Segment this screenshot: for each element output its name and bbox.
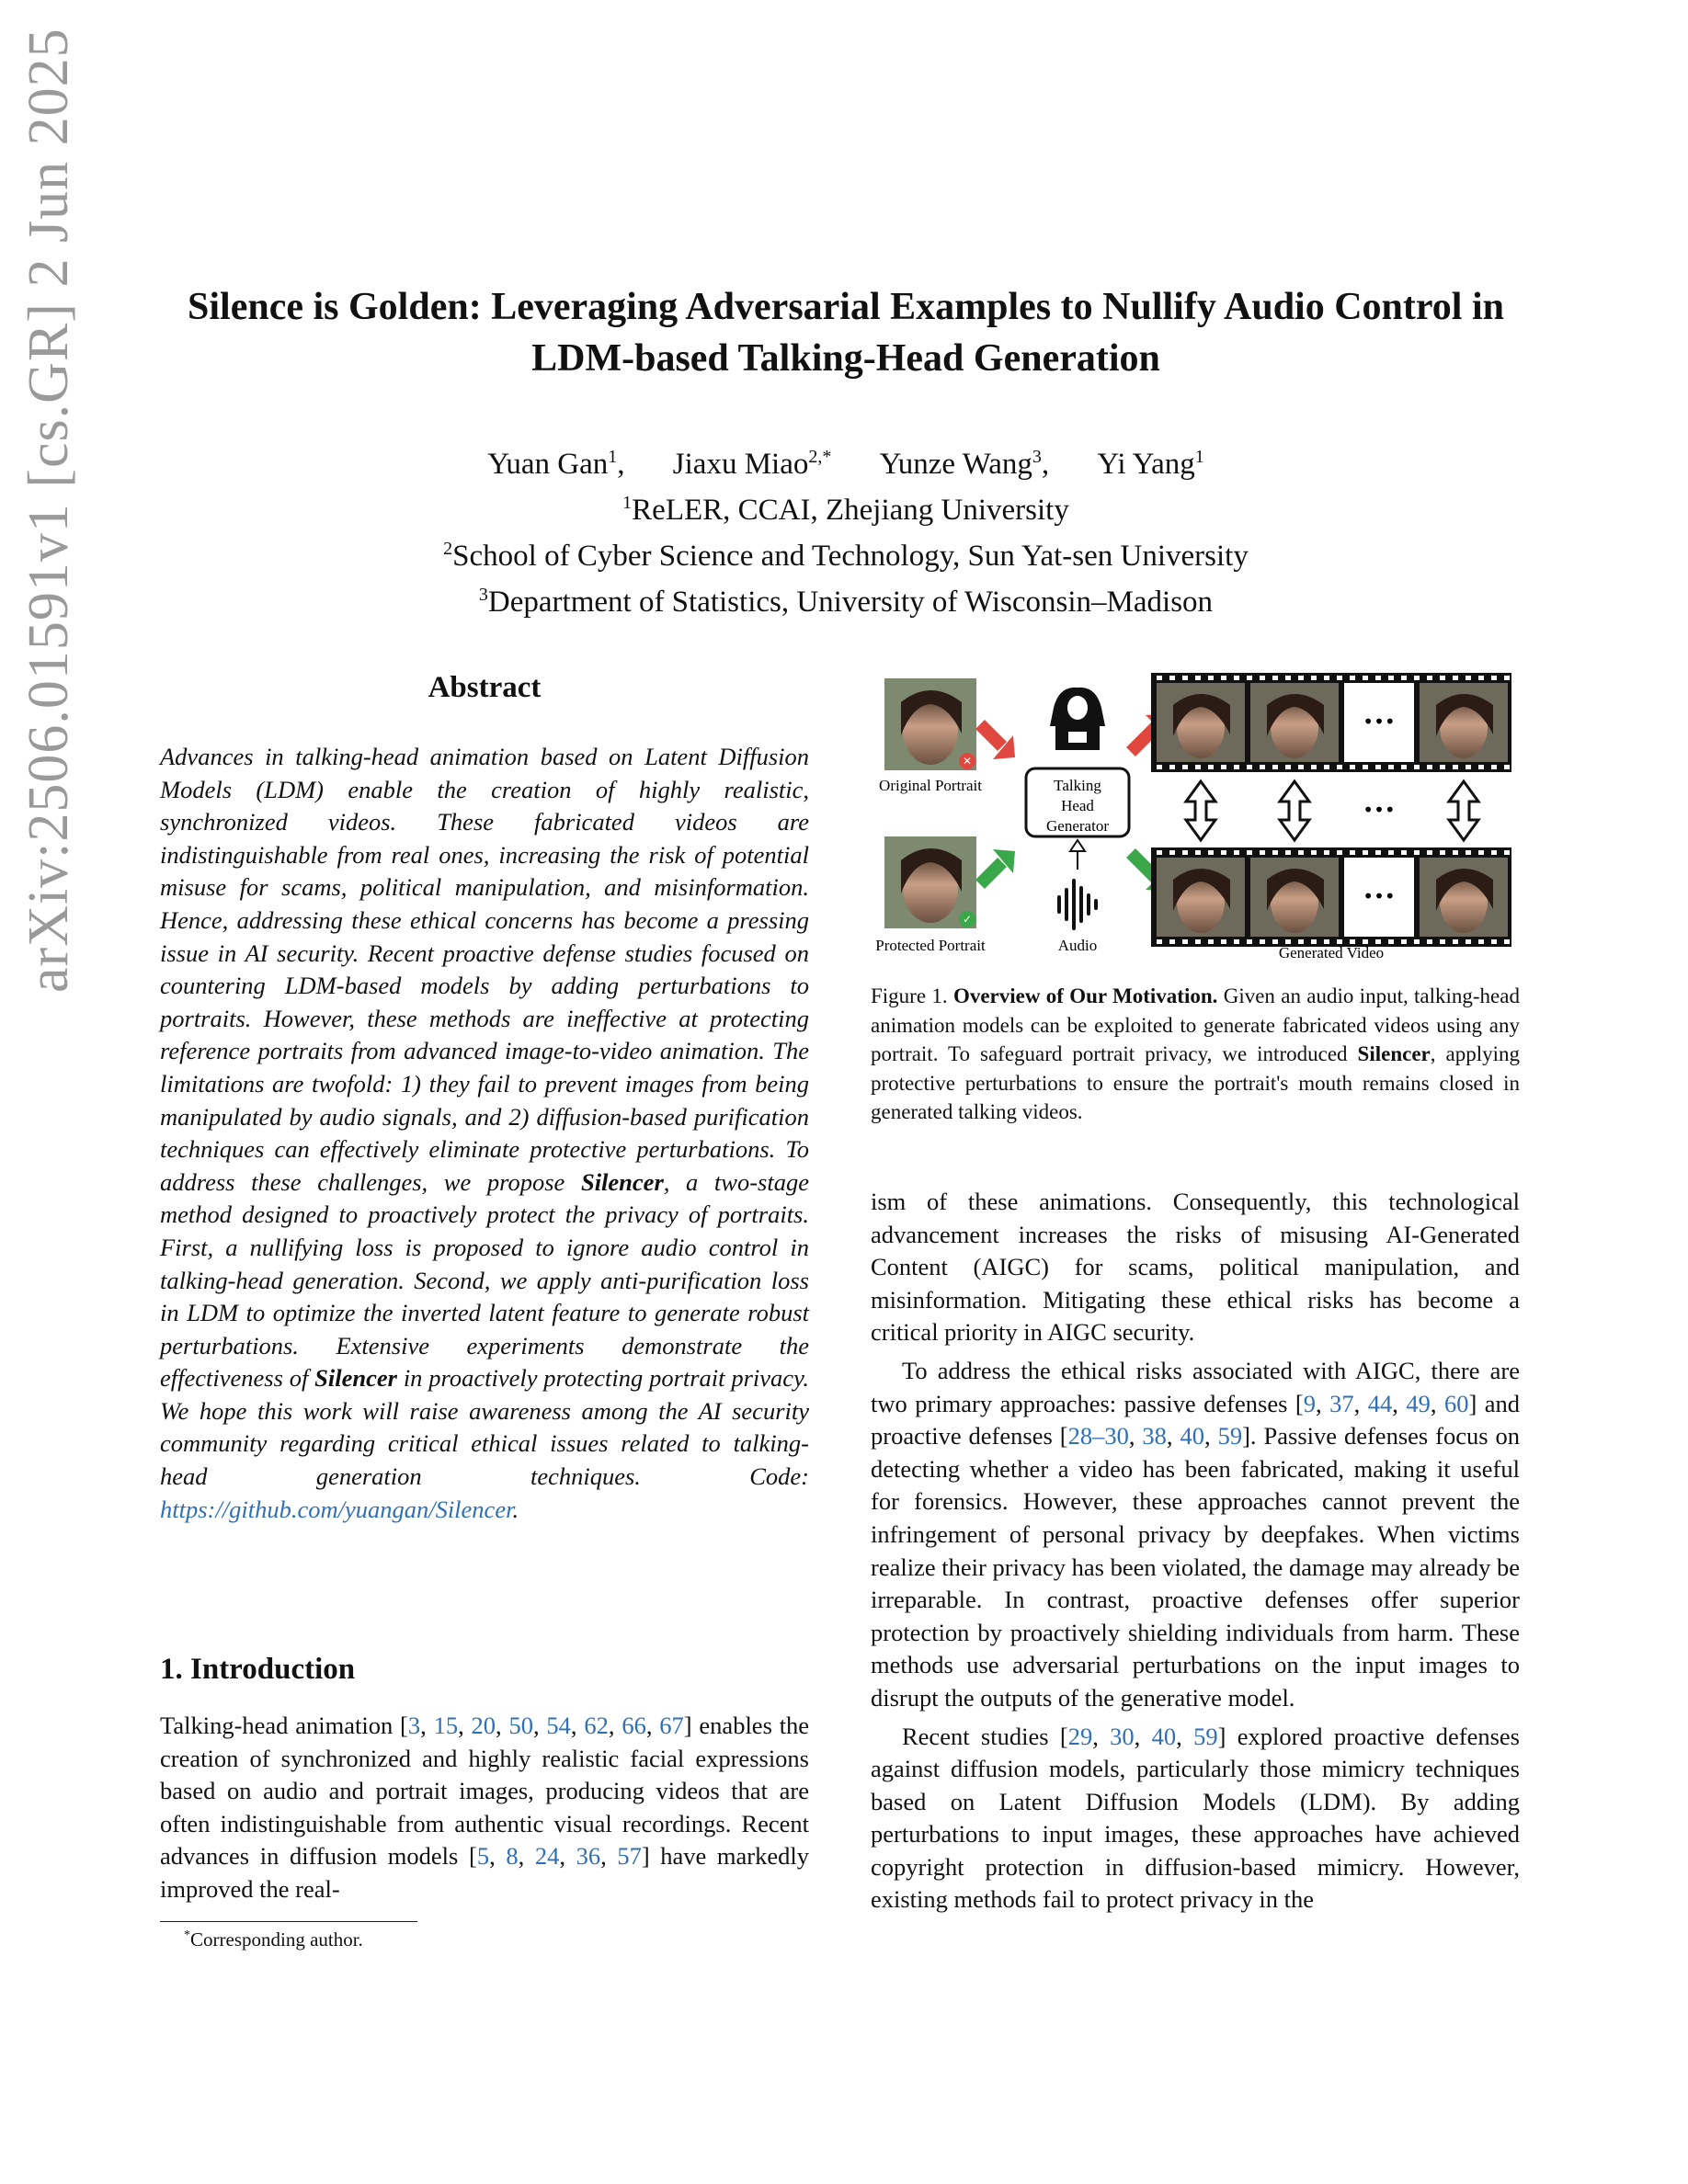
citation[interactable]: 67 <box>659 1712 684 1739</box>
citation[interactable]: 44 <box>1367 1389 1393 1417</box>
paragraph: ism of these animations. Consequently, this technological advancement increases the risks of misusing AI-Generated Content (AIGC) for scams, political manipulation, and misinformation. Mitigating these ethical risks has become a critical priority in AIGC security. <box>871 1188 1520 1347</box>
citation[interactable]: 24 <box>534 1842 560 1871</box>
author: Yunze Wang$^3$, <box>879 447 1050 481</box>
paragraph: Recent studies [29, 30, 40, 59] explored proactive defenses against diffusion models, particularly those mimicry techniques based on Latent Diffusion Models (LDM). By adding perturbations to input images, these approaches have achieved copyright protection in diffusion-based mimicry. However, existing methods fail to protect privacy in the <box>871 1722 1520 1914</box>
comparison-arrows <box>1186 781 1478 840</box>
figure-1 <box>864 667 1526 961</box>
svg-text:•••: ••• <box>1363 711 1396 733</box>
citation[interactable]: 36 <box>576 1842 601 1871</box>
svg-text:•••: ••• <box>1363 799 1396 821</box>
citation[interactable]: 49 <box>1406 1389 1431 1417</box>
citation[interactable]: 5 <box>476 1842 490 1871</box>
citation[interactable]: 8 <box>506 1842 519 1871</box>
label-original-portrait: Original Portrait <box>879 777 982 794</box>
citation[interactable]: 30 <box>1110 1722 1135 1750</box>
paper-title <box>147 281 1545 384</box>
author: Yi Yang$^1$ <box>1097 447 1204 481</box>
green-arrow-in <box>980 849 1015 884</box>
citation[interactable]: 54 <box>546 1712 571 1739</box>
citation[interactable]: 40 <box>1151 1722 1177 1750</box>
author-block <box>147 438 1545 621</box>
svg-text:✓: ✓ <box>962 913 973 926</box>
label-generated-video: Generated Video <box>1278 944 1385 961</box>
citation[interactable]: 15 <box>433 1712 459 1739</box>
affiliation: $^1$ReLER, CCAI, Zhejiang University <box>622 493 1069 527</box>
affiliation: $^3$Department of Statistics, University of Wisconsin–Madison <box>478 585 1214 619</box>
svg-text:•••: ••• <box>1363 885 1396 907</box>
citation[interactable]: 59 <box>1193 1722 1218 1750</box>
code-link[interactable]: https://github.com/yuangan/Silencer <box>160 1495 513 1523</box>
citation[interactable]: 9 <box>1303 1389 1316 1417</box>
author: Yuan Gan$^1$, <box>487 447 625 481</box>
title-line-2: LDM-based Talking-Head Generation <box>531 337 1160 380</box>
citation[interactable]: 50 <box>508 1712 533 1739</box>
citation[interactable]: 40 <box>1180 1422 1205 1450</box>
label-protected-portrait: Protected Portrait <box>875 937 986 954</box>
hacker-icon <box>1050 688 1105 750</box>
citation[interactable]: 57 <box>617 1842 642 1871</box>
citation[interactable]: 29 <box>1067 1722 1093 1750</box>
citation[interactable]: 28–30 <box>1067 1422 1129 1450</box>
footnote: *Corresponding author. <box>184 1928 363 1951</box>
citation[interactable]: 38 <box>1142 1422 1167 1450</box>
original-portrait-image <box>884 678 976 770</box>
svg-text:Generator: Generator <box>1046 817 1109 835</box>
right-column-text <box>871 1186 1520 1917</box>
author-list <box>147 438 1545 483</box>
talking-head-generator-box <box>1026 768 1129 836</box>
svg-text:✕: ✕ <box>962 755 973 768</box>
citation[interactable]: 59 <box>1217 1422 1243 1450</box>
citation[interactable]: 62 <box>584 1712 609 1739</box>
audio-arrow <box>1070 840 1085 870</box>
film-strip-fabricated <box>1151 673 1511 772</box>
film-strip-protected <box>1151 847 1511 947</box>
svg-text:Head: Head <box>1061 797 1094 814</box>
citation[interactable]: 3 <box>407 1712 421 1739</box>
audio-waveform-icon <box>1059 881 1096 928</box>
figure-caption: Figure 1. Overview of Our Motivation. Given an audio input, talking-head animation models can be exploited to generate fabricated videos using any portrait. To safeguard portrait privacy, we introduced Silencer, applying protective perturbations to ensure the portrait's mouth remains closed in generated talking videos. <box>871 984 1520 1123</box>
red-arrow-in <box>980 724 1015 759</box>
arxiv-stamp: arXiv:2506.01591v1 [cs.GR] 2 Jun 2025 <box>17 28 80 993</box>
title-line-1: Silence is Golden: Leveraging Adversarial Examples to Nullify Audio Control in <box>188 286 1504 328</box>
citation[interactable]: 37 <box>1329 1389 1354 1417</box>
author: Jiaxu Miao$^{2,*}$ <box>672 447 832 481</box>
section-heading-introduction: 1. Introduction <box>160 1653 356 1686</box>
paragraph: To address the ethical risks associated with AIGC, there are two primary approaches: passive defenses [9, 37, 44, 49, 60] and proactive defenses [28–30, 38, 40, 59]. Passive defenses focus on detecting whether a video has been fabricated, making it useful for forensics. However, these approaches cannot prevent the infringement of personal privacy by deepfakes. When victims realize their privacy has been violated, the damage may already be irreparable. In contrast, proactive defenses offer superior protection by proactively shielding individuals from harm. These methods use adversarial perturbations on the input images to disrupt the outputs of the generative model. <box>871 1356 1521 1712</box>
footnote-rule <box>160 1921 417 1922</box>
affiliation: $^2$School of Cyber Science and Technology, Sun Yat-sen University <box>443 539 1249 573</box>
intro-text: Talking-head animation [3, 15, 20, 50, 54, 62, 66, 67] enables the creation of synchronized and highly realistic facial expressions based on audio and portrait images, producing videos that are often indistinguishable from authentic visual recordings. Recent advances in diffusion models [5, 8, 24, 36, 57] have markedly improved the real- <box>160 1712 810 1903</box>
citation[interactable]: 60 <box>1443 1389 1469 1417</box>
citation[interactable]: 20 <box>471 1712 496 1739</box>
citation[interactable]: 66 <box>622 1712 646 1739</box>
label-audio: Audio <box>1057 937 1098 954</box>
abstract-text: Advances in talking-head animation based on Latent Diffusion Models (LDM) enable the creation of highly realistic, synchronized videos. These fabricated videos are indistinguishable from real ones, increasing the risk of potential misuse for scams, political manipulation, and misinformation. Hence, addressing these ethical concerns has become a pressing issue in AI security. Recent proactive defense studies focused on countering LDM-based models by adding perturbations to portraits. However, these methods are ineffective at protecting reference portraits from advanced image-to-video animation. The limitations are twofold: 1) they fail to prevent images from being manipulated by audio signals, and 2) diffusion-based purification techniques can effectively eliminate protective perturbations. To address these challenges, we propose Silencer, a two-stage method designed to proactively protect the privacy of portraits. First, a nullifying loss is proposed to ignore audio control in talking-head generation. Second, we apply anti-purification loss in LDM to optimize the inverted latent feature to generate robust perturbations. Extensive experiments demonstrate the effectiveness of Silencer in proactively protecting portrait privacy. We hope this work will raise awareness among the AI security community regarding critical ethical issues related to talking-head generation techniques. Code: https://github.com/yuangan/Silencer. <box>160 743 809 1523</box>
protected-portrait-image <box>884 836 976 928</box>
svg-text:Talking: Talking <box>1054 777 1101 794</box>
abstract-heading: Abstract <box>428 671 542 704</box>
